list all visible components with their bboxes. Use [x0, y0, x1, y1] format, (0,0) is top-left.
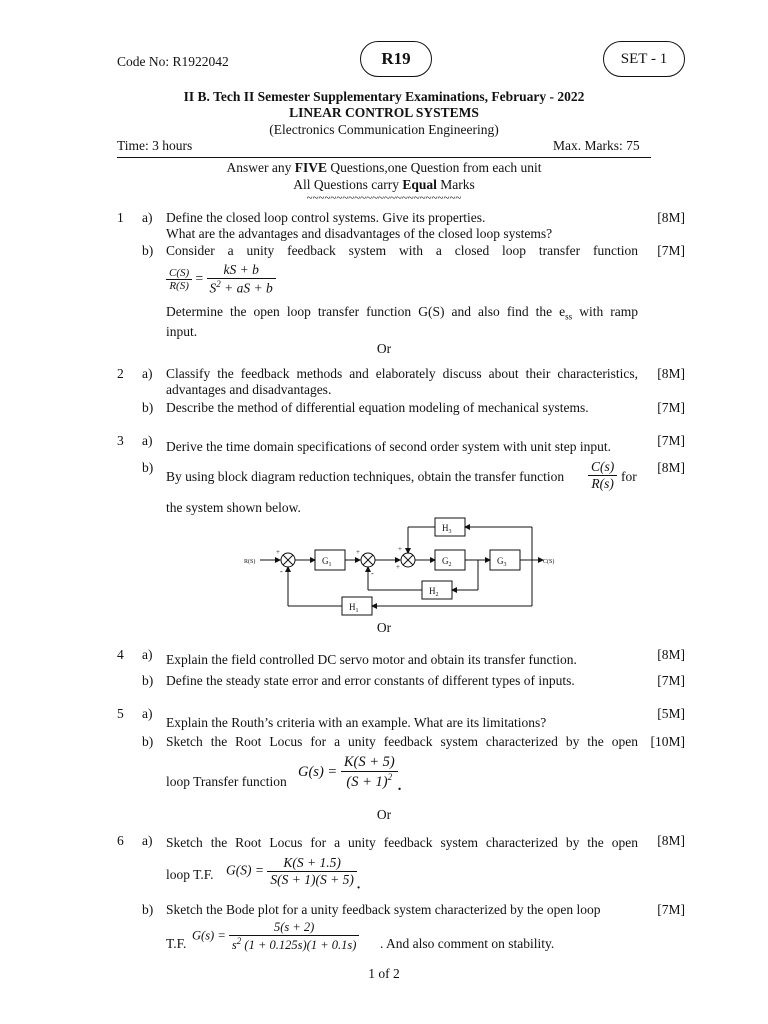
branch-name: (Electronics Communication Engineering): [269, 122, 499, 137]
q6b-text-3: . And also comment on stability.: [380, 936, 555, 951]
or-divider-2: Or: [376, 620, 392, 635]
question-3-number: 3: [117, 433, 124, 448]
q2b-marks: [7M]: [657, 400, 685, 415]
or-divider-1: Or: [376, 341, 392, 356]
q6b-transfer-function: G(s) = $\frac{5(s + 2)}{s^2 (1 + 0.125s)(1 + 0.1s)}$: [192, 920, 359, 953]
code-number: Code No: R1922042: [117, 54, 229, 69]
q4b-text: Define the steady state error and error constants of different types of inputs.: [166, 673, 575, 688]
q2b-text: Describe the method of differential equation modeling of mechanical systems.: [166, 400, 589, 415]
q6b-marks: [7M]: [657, 902, 685, 917]
question-1-number: 1: [117, 210, 124, 225]
header-divider: [117, 157, 651, 158]
subject-title: LINEAR CONTROL SYSTEMS: [289, 105, 479, 120]
q3b-marks: [8M]: [657, 460, 685, 475]
q3a-marks: [7M]: [657, 433, 685, 448]
q4a-label: a): [142, 647, 153, 662]
question-5-number: 5: [117, 706, 124, 721]
q5b-text-2: loop Transfer function: [166, 774, 287, 789]
svg-text:+: +: [398, 545, 402, 553]
q1b-marks: [7M]: [657, 243, 685, 258]
diagram-input-label: R(S): [244, 559, 256, 565]
svg-text:H2: $H_2$: [429, 586, 439, 598]
q1b-text-3: input.: [166, 324, 198, 339]
svg-text:-: -: [371, 569, 374, 578]
block-diagram: [240, 515, 570, 620]
q1a-marks: [8M]: [657, 210, 685, 225]
instruction-line-2: All Questions carry Equal Marks: [293, 177, 475, 192]
svg-text:G2: $G_2$: [442, 556, 452, 568]
page-number: 1 of 2: [368, 966, 400, 981]
q6b-text: Sketch the Bode plot for a unity feedback system characterized by the open loop: [166, 902, 601, 917]
svg-text:G3: $G_3$: [497, 556, 507, 568]
q6a-marks: [8M]: [657, 833, 685, 848]
q4b-marks: [7M]: [657, 673, 685, 688]
q1b-text-2: Determine the open loop transfer function G(S) and also find the $e_{ss}$ with ramp: [166, 304, 639, 322]
svg-text:+: +: [396, 563, 400, 571]
q5b-transfer-function: G(s) = $\frac{K(S + 5)}{(S + 1)^2}$ .: [298, 754, 402, 794]
q1a-label: a): [142, 210, 153, 225]
q3b-for: for: [621, 469, 637, 484]
q3b-text: By using block diagram reduction techniques, obtain the transfer function: [166, 469, 565, 484]
question-2-number: 2: [117, 366, 124, 381]
q2a-label: a): [142, 366, 153, 381]
q1b-transfer-function: $\frac{C(S)}{R(S)}$ = $\frac{kS + b}{S^2 + aS + b}$: [166, 262, 276, 297]
diagram-output-label: C(S): [543, 559, 555, 565]
q6b-label: b): [142, 902, 154, 917]
q4a-text: Explain the field controlled DC servo motor and obtain its transfer function.: [166, 652, 577, 667]
q1b-text: Consider a unity feedback system with a closed loop transfer function: [166, 243, 638, 258]
svg-text:+: +: [356, 548, 360, 556]
q5b-marks: [10M]: [650, 734, 685, 749]
question-4-number: 4: [117, 647, 124, 662]
max-marks: Max. Marks: 75: [553, 138, 640, 153]
q2a-text: Classify the feedback methods and elaborately discuss about their characteristics, advantages and disadvantages.: [166, 366, 638, 397]
svg-text:G1: $G_1$: [322, 556, 332, 568]
time-limit: Time: 3 hours: [117, 138, 193, 153]
svg-text:-: -: [280, 567, 283, 576]
q6a-text-2: loop T.F.: [166, 867, 214, 882]
q6a-transfer-function: G(S) = $\frac{K(S + 1.5)}{S(S + 1)(S + 5)}$ .: [226, 855, 361, 892]
set-badge: SET - 1: [603, 41, 685, 77]
instruction-line-1: Answer any FIVE Questions,one Question from each unit: [226, 160, 542, 175]
exam-title: II B. Tech II Semester Supplementary Examinations, February - 2022: [183, 89, 585, 104]
q3b-fraction: $\frac{C(s)}{R(s)}$: [588, 459, 617, 492]
q6a-text: Sketch the Root Locus for a unity feedback system characterized by the open: [166, 835, 638, 850]
q3b-text-2: the system shown below.: [166, 500, 301, 515]
q5a-label: a): [142, 706, 153, 721]
q4b-label: b): [142, 673, 154, 688]
q4a-marks: [8M]: [657, 647, 685, 662]
or-divider-3: Or: [376, 807, 392, 822]
q2a-marks: [8M]: [657, 366, 685, 381]
q5b-text: Sketch the Root Locus for a unity feedback system characterized by the open: [166, 734, 638, 749]
svg-text:H1: $H_1$: [349, 602, 359, 614]
regulation-badge: R19: [360, 41, 432, 77]
q1a-text: Define the closed loop control systems. Give its properties. What are the advantages and disadvantages of the closed loop systems?: [166, 210, 553, 241]
q3b-label: b): [142, 460, 154, 475]
q3a-label: a): [142, 433, 153, 448]
tilde-divider: ~~~~~~~~~~~~~~~~~~~~~~~~~~: [306, 192, 462, 204]
question-6-number: 6: [117, 833, 124, 848]
q6b-text-2: T.F.: [166, 936, 187, 951]
q5a-marks: [5M]: [657, 706, 685, 721]
svg-text:H3: $H_3$: [442, 523, 452, 535]
q6a-label: a): [142, 833, 153, 848]
q3a-text: Derive the time domain specifications of second order system with unit step input.: [166, 439, 612, 454]
q5a-text: Explain the Routh’s criteria with an example. What are its limitations?: [166, 715, 547, 730]
q2b-label: b): [142, 400, 154, 415]
svg-text:+: +: [276, 548, 280, 556]
q5b-label: b): [142, 734, 154, 749]
q1b-label: b): [142, 243, 154, 258]
